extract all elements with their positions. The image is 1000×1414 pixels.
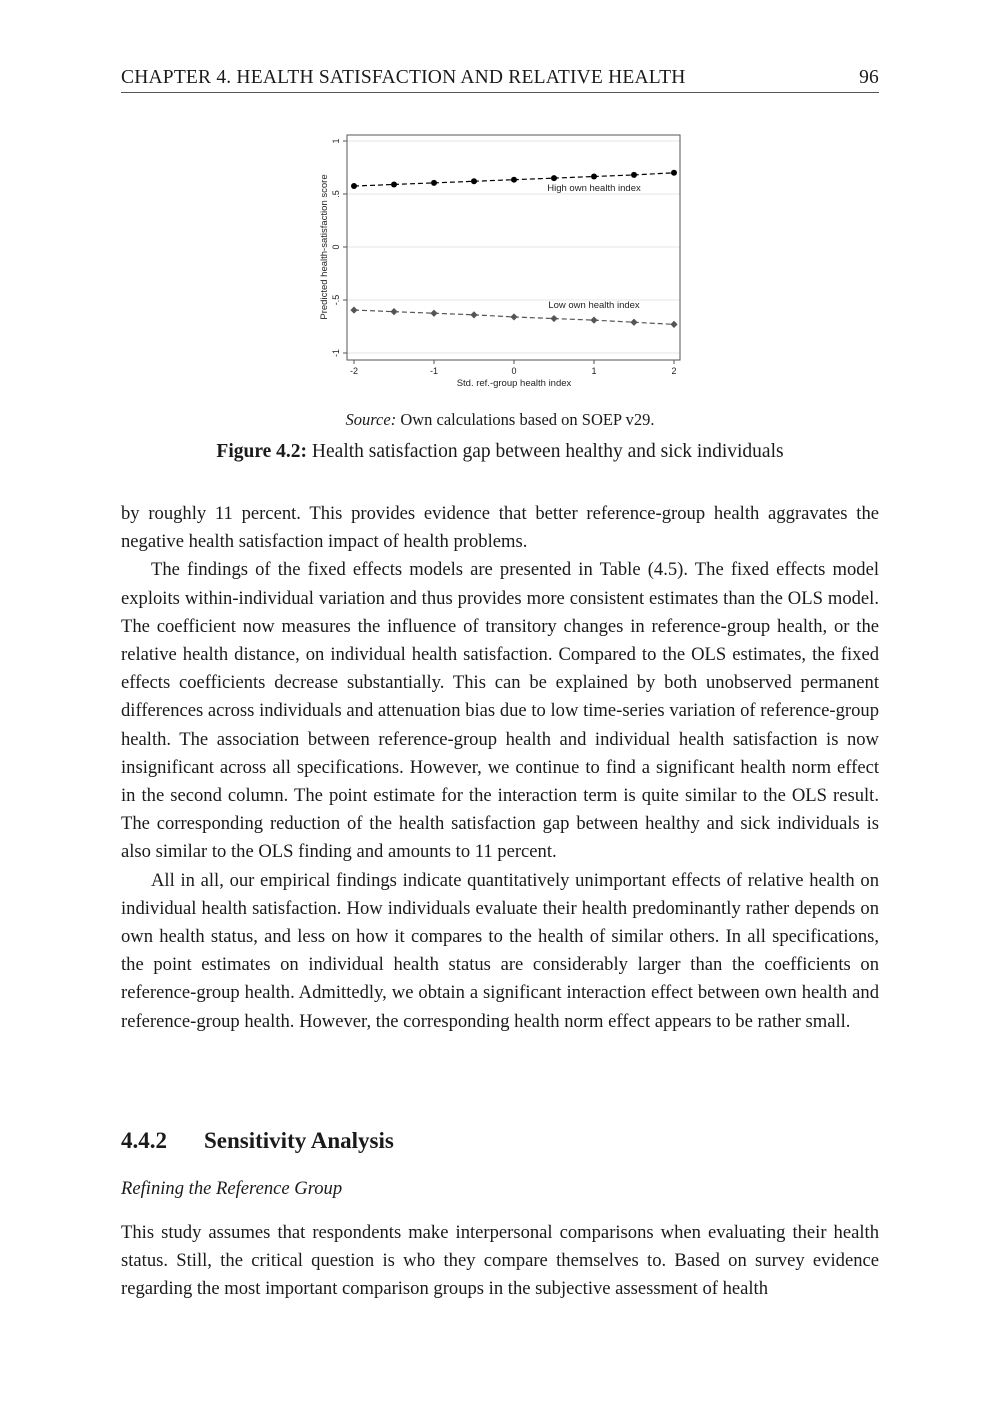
data-point [351, 183, 357, 189]
caption-text: Health satisfaction gap between healthy and sick individuals [307, 441, 784, 462]
running-title: CHAPTER 4. HEALTH SATISFACTION AND RELATIVE HEALTH [121, 67, 686, 88]
section-heading [121, 1128, 394, 1154]
data-point [551, 175, 557, 181]
source-text: Own calculations based on SOEP v29. [396, 410, 655, 429]
data-point [431, 180, 437, 186]
body-text [121, 500, 879, 1036]
paragraph: The findings of the fixed effects models are presented in Table (4.5). The fixed effects model exploits within-individual variation and thus provides more consistent estimates than the OLS model. The coefficient now measures the influence of transitory changes in reference-group health, or the relative health distance, on individual health satisfaction. Compared to the OLS estimates, the fixed effects coefficients decrease substantially. This can be explained by both unobserved permanent differences across individuals and attenuation bias due to low time-series variation of reference-group health. The association between reference-group health and individual health satisfaction is now insignificant across all specifications. However, we continue to find a significant health norm effect in the second column. The point estimate for the interaction term is quite similar to the OLS result. The corresponding reduction of the health satisfaction gap between healthy and sick individuals is also similar to the OLS finding and amounts to 11 percent. [121, 559, 879, 863]
x-tick-label: 2 [671, 366, 677, 376]
y-tick-label: -1 [331, 348, 341, 358]
data-point [671, 170, 677, 176]
y-tick-label: -.5 [331, 294, 341, 306]
page-number: 96 [859, 67, 879, 88]
x-tick-label: -1 [429, 366, 439, 376]
paragraph: by roughly 11 percent. This provides evidence that better reference-group health aggravates the negative health satisfaction impact of health problems. [121, 503, 879, 553]
y-tick-label: .5 [331, 190, 341, 198]
paragraph: This study assumes that respondents make interpersonal comparisons when evaluating their health status. Still, the critical question is who they compare themselves to. Based on survey evidence regarding the most important comparison groups in the subjective assessment of health [121, 1222, 879, 1300]
figure-caption [0, 441, 1000, 463]
data-point [631, 172, 637, 178]
y-axis-label: Predicted health-satisfaction score [319, 174, 330, 320]
subsection-heading: Refining the Reference Group [121, 1178, 343, 1199]
chart-background [300, 120, 700, 400]
section-title: Sensitivity Analysis [204, 1128, 394, 1153]
figure-chart [300, 120, 700, 400]
x-tick-label: 1 [591, 366, 597, 376]
source-label: Source: [345, 410, 397, 429]
section-body [121, 1219, 879, 1304]
y-tick-label: 1 [331, 138, 341, 144]
x-tick-label: -2 [349, 366, 359, 376]
data-point [391, 181, 397, 187]
paragraph: All in all, our empirical findings indicate quantitatively unimportant effects of relative health on individual health satisfaction. How individuals evaluate their health predominantly rather depends on own health status, and less on how it compares to the health of similar others. In all specifications, the point estimates on individual health status are considerably larger than the coefficients on reference-group health. Admittedly, we obtain a significant interaction effect between own health and reference-group health. However, the corresponding health norm effect appears to be rather small. [121, 869, 879, 1032]
y-tick-label: 0 [331, 244, 341, 250]
x-axis-label: Std. ref.-group health index [456, 378, 572, 389]
data-point [511, 177, 517, 183]
figure-source [0, 410, 1000, 430]
data-point [471, 178, 477, 184]
data-point [591, 174, 597, 180]
running-header [121, 66, 879, 93]
x-tick-label: 0 [511, 366, 517, 376]
caption-label: Figure 4.2: [216, 441, 308, 462]
series-annotation: High own health index [547, 183, 641, 194]
series-annotation: Low own health index [548, 300, 640, 311]
section-number: 4.4.2 [121, 1128, 167, 1153]
